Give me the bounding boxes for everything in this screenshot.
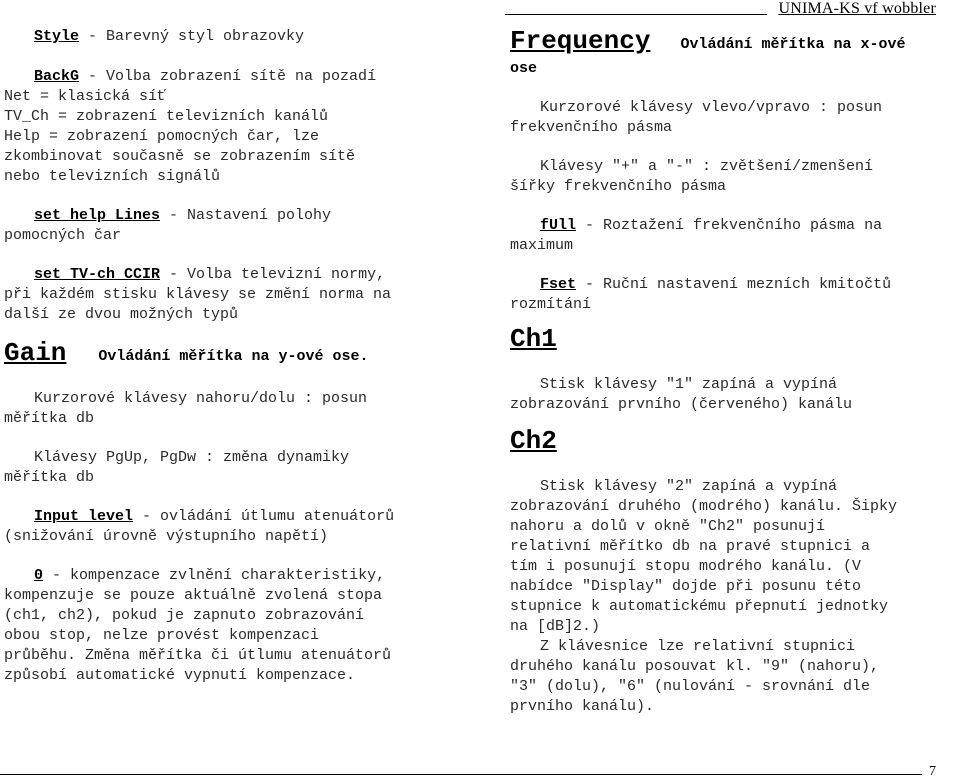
ch2-line: stupnice k automatickému přepnutí jednotky: [510, 598, 889, 615]
ch1-line: zobrazování prvního (červeného) kanálu: [510, 396, 853, 413]
zero-line: obou stop, nelze provést kompenzaci: [4, 627, 320, 644]
style-entry: [4, 27, 464, 47]
freq-p2-line: Klávesy "+" a "-" : zvětšení/zmenšení: [540, 158, 874, 175]
ch2-line: relativní měřítko db na pravé stupnici a: [510, 538, 871, 555]
ch1-title: Ch1: [510, 324, 557, 354]
backg-line: Net = klasická síť: [4, 88, 167, 105]
zero-label: 0: [34, 567, 44, 584]
help-lines-label: set help Lines: [34, 207, 161, 224]
ch2-p2-line: Z klávesnice lze relativní stupnici: [540, 638, 856, 655]
ch2-title: Ch2: [510, 426, 557, 456]
fset-text: - Ruční nastavení mezních kmitočtů: [576, 276, 892, 293]
full-text: - Roztažení frekvenčního pásma na: [576, 217, 883, 234]
gain-p2-line: měřítka db: [4, 469, 95, 486]
input-level-label: Input level: [34, 508, 134, 525]
freq-p1-line: Kurzorové klávesy vlevo/vpravo : posun: [540, 99, 883, 116]
style-label: Style: [34, 28, 80, 45]
freq-p2-line: šířky frekvenčního pásma: [510, 178, 727, 195]
freq-p1-line: frekvenčního pásma: [510, 119, 673, 136]
tvch-line: další ze dvou možných typů: [4, 306, 239, 323]
backg-line: zkombinovat současně se zobrazením sítě: [4, 148, 356, 165]
ch2-line: zobrazování druhého (modrého) kanálu. Šipky: [510, 498, 898, 515]
zero-text: - kompenzace zvlnění charakteristiky,: [43, 567, 386, 584]
zero-line: (ch1, ch2), pokud je zapnuto zobrazování: [4, 607, 365, 624]
fset-label: Fset: [540, 276, 577, 293]
help-lines-entry: [4, 206, 464, 226]
ch2-line: tím i posunují stopu modrého kanálu. (V: [510, 558, 862, 575]
gain-p1-line: Kurzorové klávesy nahoru/dolu : posun: [34, 390, 368, 407]
document-header-title: UNIMA-KS vf wobbler: [778, 0, 936, 17]
input-level-entry: [4, 507, 464, 527]
right-column: [510, 27, 960, 717]
ch2-line: na [dB]2.): [510, 618, 601, 635]
ch2-p2-line: prvního kanálu).: [510, 698, 655, 715]
help-lines-text: - Nastavení polohy: [160, 207, 332, 224]
ch2-heading: [510, 426, 960, 465]
frequency-subtitle: Ovládání měřítka na x-ové: [680, 36, 906, 53]
tvch-text: - Volba televizní normy,: [160, 266, 386, 283]
input-level-line: (snižování úrovně výstupního napětí): [4, 528, 329, 545]
frequency-title: Frequency: [510, 26, 651, 56]
gain-title: Gain: [4, 338, 67, 368]
fset-line: rozmítání: [510, 296, 592, 313]
backg-line: Help = zobrazení pomocných čar, lze: [4, 128, 320, 145]
footer-rule: [0, 774, 922, 775]
gain-p2-line: Klávesy PgUp, PgDw : změna dynamiky: [34, 449, 350, 466]
ch2-line: nabídce "Display" dojde při posunu této: [510, 578, 862, 595]
ch2-p2-line: "3" (dolu), "6" (nulování - srovnání dle: [510, 678, 871, 695]
tvch-label: set TV-ch CCIR: [34, 266, 161, 283]
tvch-line: při každém stisku klávesy se změní norma na: [4, 286, 392, 303]
zero-line: kompenzuje se pouze aktuálně zvolená stopa: [4, 587, 383, 604]
ch2-p2-line: druhého kanálu posouvat kl. "9" (nahoru),: [510, 658, 880, 675]
full-entry: [510, 216, 960, 236]
frequency-subtitle-cont: ose: [510, 60, 538, 77]
backg-text: - Volba zobrazení sítě na pozadí: [79, 68, 377, 85]
style-text: - Barevný styl obrazovky: [79, 28, 305, 45]
backg-line: TV_Ch = zobrazení televizních kanálů: [4, 108, 329, 125]
gain-subtitle: Ovládání měřítka na y-ové ose.: [98, 348, 369, 365]
gain-heading: [4, 338, 464, 377]
gain-p1-line: měřítka db: [4, 410, 95, 427]
ch1-heading: [510, 324, 960, 363]
tvch-entry: [4, 265, 464, 285]
left-column: [4, 27, 464, 686]
input-level-text: - ovládání útlumu atenuátorů: [133, 508, 395, 525]
help-lines-line: pomocných čar: [4, 227, 122, 244]
ch2-line: nahoru a dolů v okně "Ch2" posunují: [510, 518, 826, 535]
backg-label: BackG: [34, 68, 80, 85]
zero-entry: [4, 566, 464, 586]
full-line: maximum: [510, 237, 574, 254]
full-label: fUll: [540, 217, 577, 234]
page-number: 7: [929, 764, 936, 779]
ch2-line: Stisk klávesy "2" zapíná a vypíná: [540, 478, 838, 495]
zero-line: způsobí automatické vypnutí kompenzace.: [4, 667, 356, 684]
fset-entry: [510, 275, 960, 295]
backg-entry: [4, 67, 464, 87]
backg-line: nebo televizních signálů: [4, 168, 221, 185]
ch1-line: Stisk klávesy "1" zapíná a vypíná: [540, 376, 838, 393]
header-rule: [505, 14, 767, 15]
zero-line: průběhu. Změna měřítka či útlumu atenuátorů: [4, 647, 392, 664]
